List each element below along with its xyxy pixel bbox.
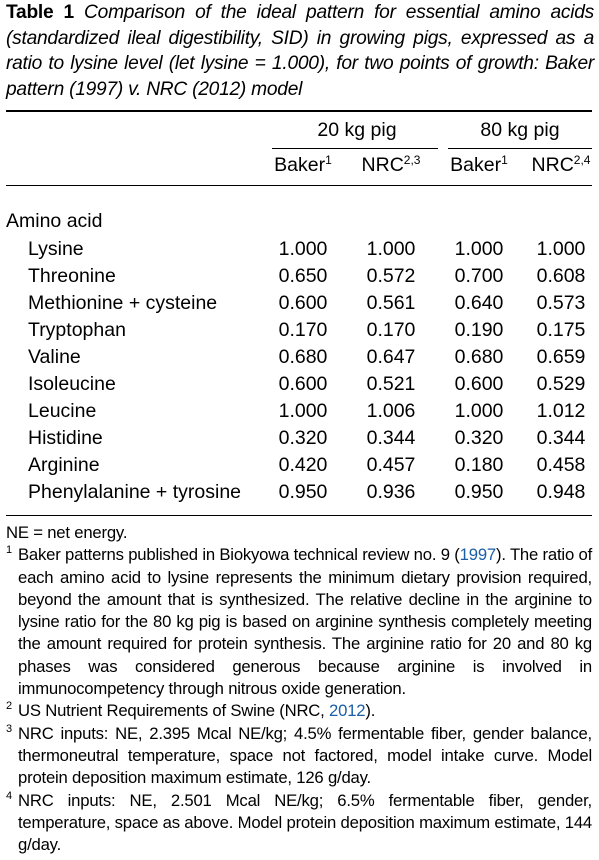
table-cell: 0.420 (278, 454, 328, 476)
table-cell: 0.647 (366, 346, 416, 368)
table-cell: 1.000 (536, 238, 586, 260)
table-cell: 0.950 (278, 481, 328, 503)
table-cell: 1.006 (366, 400, 416, 422)
table-cell: 0.458 (536, 454, 586, 476)
table-cell: 0.170 (278, 319, 328, 341)
row-label: Arginine (28, 454, 100, 476)
footnote-4-mark: 4 (6, 789, 12, 802)
table-cell: 0.573 (536, 292, 586, 314)
citation-link-1997[interactable]: 1997 (459, 545, 496, 565)
row-label: Lysine (28, 238, 84, 260)
subheader-20kg-baker: Baker$^1$ (274, 153, 332, 176)
subheader-20kg-nrc: NRC$^{2,3}$ (361, 153, 421, 176)
table-cell: 0.600 (278, 292, 328, 314)
table-cell: 1.000 (454, 238, 504, 260)
row-label: Threonine (28, 265, 116, 287)
table-cell: 0.700 (454, 265, 504, 287)
table-cell: 1.012 (536, 400, 586, 422)
table-cell: 0.948 (536, 481, 586, 503)
table-cell: 0.650 (278, 265, 328, 287)
group-rule-20kg (272, 148, 438, 149)
table-cell: 1.000 (278, 400, 328, 422)
table-cell: 0.521 (366, 373, 416, 395)
row-label: Histidine (28, 427, 103, 449)
table-cell: 0.320 (454, 427, 504, 449)
footnote-3: 3 NRC inputs: NE, 2.395 Mcal NE/kg; 4.5% fermentable fiber, gender balance, thermoneutral temperature, space not factored, model intake curve. Model protein deposition maximum estimate, 126 g/day. (6, 723, 592, 790)
citation-link-2012[interactable]: 2012 (329, 701, 366, 721)
footnote-2-mark: 2 (6, 700, 12, 713)
table-cell: 0.175 (536, 319, 586, 341)
footnote-1-mark: 1 (6, 544, 12, 557)
table-cell: 1.000 (454, 400, 504, 422)
group-rule-80kg (448, 148, 592, 149)
table-cell: 0.640 (454, 292, 504, 314)
footnote-3-mark: 3 (6, 722, 12, 735)
footnote-2: 2 US Nutrient Requirements of Swine (NRC, 2012). (6, 700, 592, 722)
table-cell: 0.561 (366, 292, 416, 314)
row-label: Tryptophan (28, 319, 126, 341)
footnote-1: 1 Baker patterns published in Biokyowa technical review no. 9 (1997). The ratio of each amino acid to lysine represents the minimum dietary provision required, beyond the amount that is synthesized. The relative decline in the arginine to lysine ratio for the 80 kg pig is based on arginine synthesis completely meeting the amount required for protein synthesis. The arginine ratio for 20 and 80 kg phases was considered generous because arginine is involved in immunocompetency through nitrous oxide generation. (6, 544, 592, 700)
row-label: Leucine (28, 400, 97, 422)
table-cell: 0.457 (366, 454, 416, 476)
table-cell: 0.170 (366, 319, 416, 341)
caption-text: Comparison of the ideal pattern for essential amino acids (standardized ileal digestibility, SID) in growing pigs, expressed as a ratio to lysine level (let lysine = 1.000), for two points of growth: Baker pattern (1997) v. NRC (2012) model (6, 2, 594, 100)
subheader-80kg-nrc: NRC$^{2,4}$ (531, 153, 591, 176)
subheader-80kg-baker: Baker$^1$ (450, 153, 508, 176)
table-cell: 0.572 (366, 265, 416, 287)
table-cell: 1.000 (278, 238, 328, 260)
table-bottom-rule (6, 515, 592, 516)
row-label: Valine (28, 346, 81, 368)
table-header-rule (6, 185, 592, 186)
table-cell: 0.529 (536, 373, 586, 395)
group-header-80kg: 80 kg pig (480, 119, 560, 141)
caption-label: Table 1 (6, 2, 74, 23)
table-cell: 0.608 (536, 265, 586, 287)
row-label: Isoleucine (28, 373, 116, 395)
footnotes (6, 522, 592, 856)
row-label: Phenylalanine + tyrosine (28, 481, 242, 503)
table-cell: 0.950 (454, 481, 504, 503)
table-cell: 0.190 (454, 319, 504, 341)
footnote-4: 4 NRC inputs: NE, 2.501 Mcal NE/kg; 6.5% fermentable fiber, gender, temperature, space as above. Model protein deposition maximum estimate, 144 g/day. (6, 790, 592, 857)
section-label: Amino acid (6, 210, 103, 232)
table-cell: 0.659 (536, 346, 586, 368)
footnote-abbrev: NE = net energy. (6, 523, 128, 542)
table-cell: 1.000 (366, 238, 416, 260)
table-cell: 0.344 (536, 427, 586, 449)
table-cell: 0.600 (278, 373, 328, 395)
table-cell: 0.180 (454, 454, 504, 476)
table-cell: 0.680 (454, 346, 504, 368)
table-cell: 0.320 (278, 427, 328, 449)
row-label: Methionine + cysteine (28, 292, 218, 314)
group-header-20kg: 20 kg pig (317, 119, 397, 141)
table-cell: 0.600 (454, 373, 504, 395)
table-cell: 0.936 (366, 481, 416, 503)
table-caption (6, 0, 594, 102)
table-cell: 0.344 (366, 427, 416, 449)
table-cell: 0.680 (278, 346, 328, 368)
table-top-rule (6, 110, 592, 112)
